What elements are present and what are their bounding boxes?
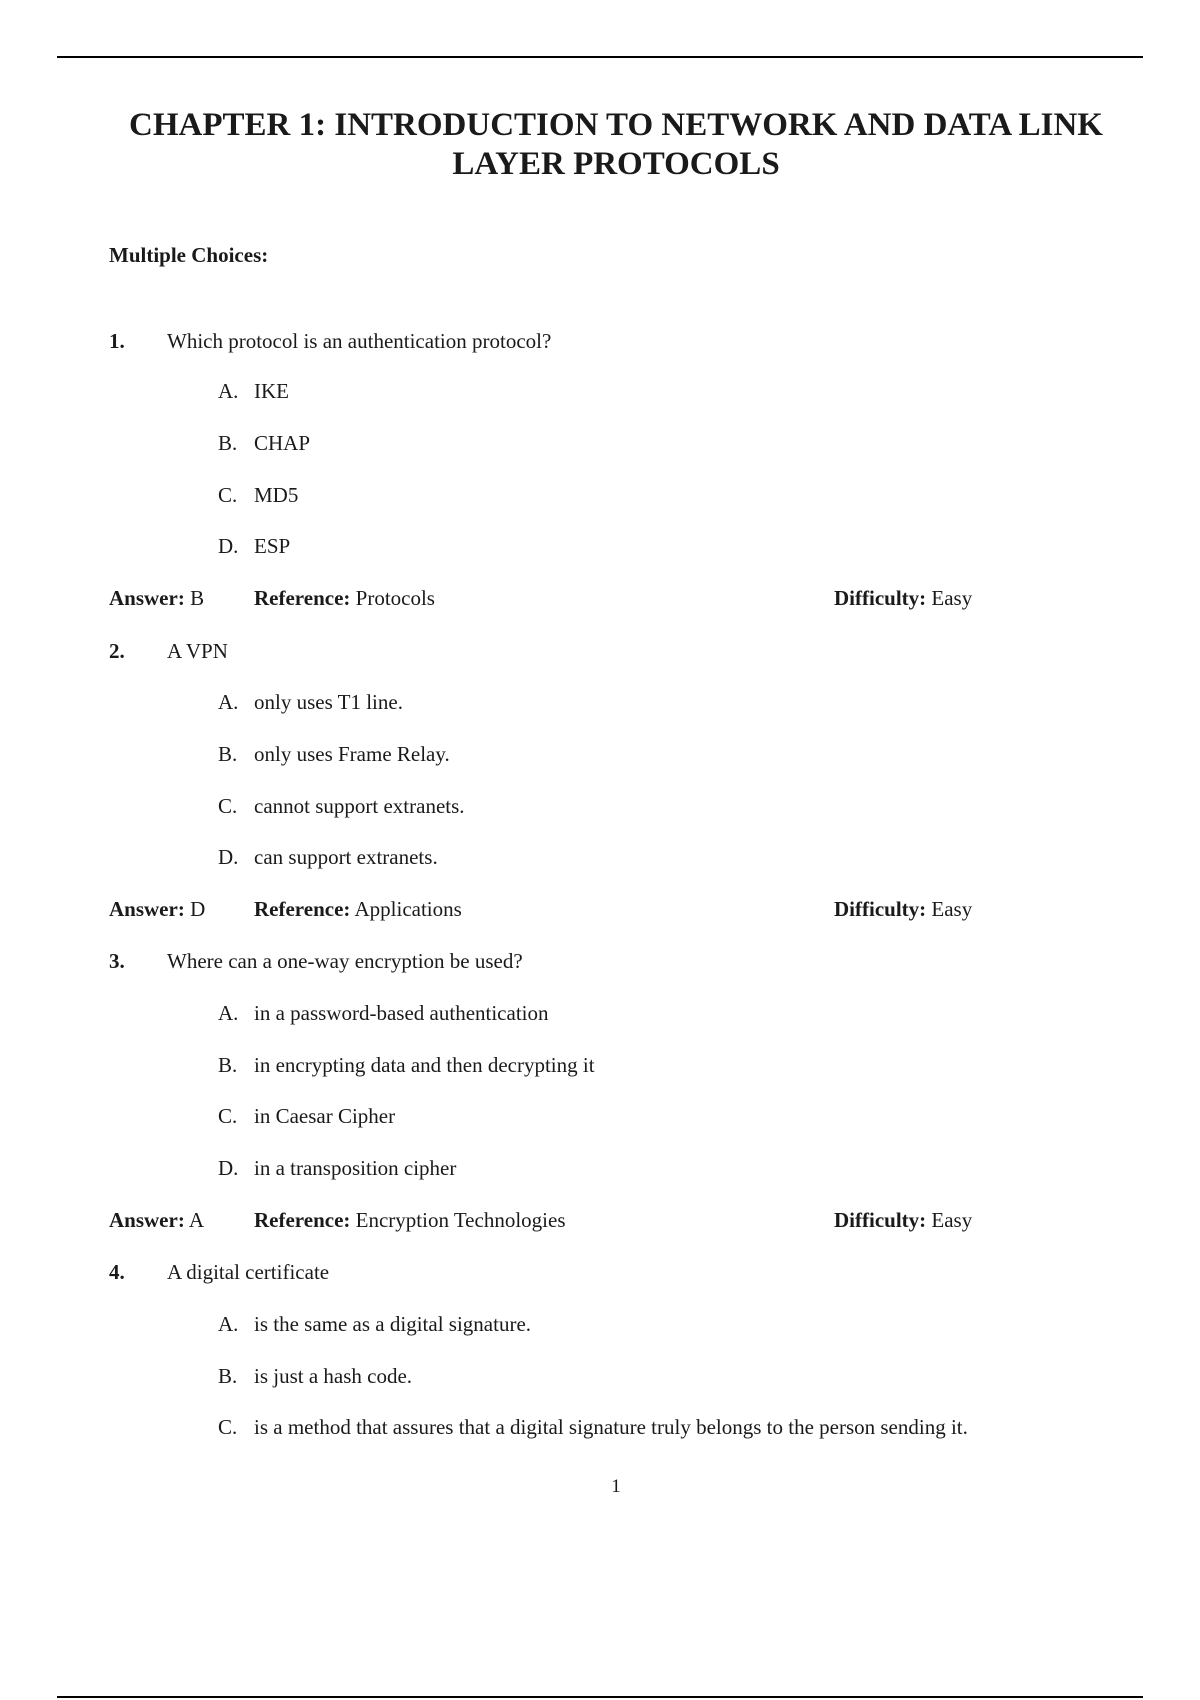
option-text: is just a hash code. xyxy=(254,1364,413,1388)
answer-line xyxy=(109,1207,204,1233)
option-letter: C. xyxy=(218,794,238,818)
option-letter: B. xyxy=(218,742,238,766)
answer-label: Answer: xyxy=(109,1208,185,1232)
difficulty-label: Difficulty: xyxy=(834,897,927,921)
option-text: in a password-based authentication xyxy=(254,1001,549,1025)
difficulty-value: Easy xyxy=(931,1208,973,1232)
difficulty-label: Difficulty: xyxy=(834,586,927,610)
difficulty-value: Easy xyxy=(931,586,973,610)
option-letter: B. xyxy=(218,1364,238,1388)
answer-label: Answer: xyxy=(109,586,185,610)
option-text: CHAP xyxy=(254,431,311,455)
difficulty-line xyxy=(834,585,972,611)
option-letter: A. xyxy=(218,1001,239,1025)
question-text: A VPN xyxy=(167,639,228,663)
title-line-1: CHAPTER 1: INTRODUCTION TO NETWORK AND DATA LINK xyxy=(129,107,1103,143)
option-text: only uses Frame Relay. xyxy=(254,742,450,766)
question-text: Which protocol is an authentication protocol? xyxy=(167,329,552,353)
question-number: 1. xyxy=(109,329,125,353)
option-letter: C. xyxy=(218,483,238,507)
option-text: cannot support extranets. xyxy=(254,794,465,818)
answer-value: B xyxy=(190,586,205,610)
question-text: Where can a one-way encryption be used? xyxy=(167,949,523,973)
answer-value: D xyxy=(190,897,206,921)
reference-value: Applications xyxy=(354,897,462,921)
option-letter: D. xyxy=(218,534,239,558)
answer-value: A xyxy=(188,1208,205,1232)
answer-label: Answer: xyxy=(109,897,185,921)
option-text: in a transposition cipher xyxy=(254,1156,457,1180)
option-letter: B. xyxy=(218,431,238,455)
option-text: ESP xyxy=(254,534,291,558)
question-text: A digital certificate xyxy=(167,1260,330,1284)
bottom-rule xyxy=(57,1696,1143,1698)
answer-line xyxy=(109,585,204,611)
option-letter: C. xyxy=(218,1415,238,1439)
difficulty-value: Easy xyxy=(931,897,973,921)
reference-line xyxy=(254,585,435,611)
question-number: 4. xyxy=(109,1260,125,1284)
reference-label: Reference: xyxy=(254,897,351,921)
section-heading: Multiple Choices: xyxy=(109,243,269,267)
option-text: in Caesar Cipher xyxy=(254,1104,396,1128)
option-text: only uses T1 line. xyxy=(254,690,403,714)
option-letter: D. xyxy=(218,1156,239,1180)
question-number: 3. xyxy=(109,949,125,973)
page-title xyxy=(100,106,1132,184)
reference-label: Reference: xyxy=(254,586,351,610)
option-letter: B. xyxy=(218,1053,238,1077)
option-letter: A. xyxy=(218,379,239,403)
difficulty-label: Difficulty: xyxy=(834,1208,927,1232)
reference-line xyxy=(254,896,462,922)
page-number: 1 xyxy=(611,1476,621,1497)
reference-line xyxy=(254,1207,566,1233)
answer-line xyxy=(109,896,205,922)
difficulty-line xyxy=(834,1207,972,1233)
option-text: MD5 xyxy=(254,483,299,507)
option-text: IKE xyxy=(254,379,289,403)
option-letter: C. xyxy=(218,1104,238,1128)
option-text: in encrypting data and then decrypting it xyxy=(254,1053,595,1077)
difficulty-line xyxy=(834,896,972,922)
option-letter: A. xyxy=(218,690,239,714)
option-text: is the same as a digital signature. xyxy=(254,1312,532,1336)
top-rule xyxy=(57,56,1143,58)
option-text: is a method that assures that a digital signature truly belongs to the person sending it. xyxy=(254,1415,968,1439)
reference-label: Reference: xyxy=(254,1208,351,1232)
question-number: 2. xyxy=(109,639,125,663)
title-line-2: LAYER PROTOCOLS xyxy=(452,146,780,182)
option-text: can support extranets. xyxy=(254,845,438,869)
option-letter: A. xyxy=(218,1312,239,1336)
option-letter: D. xyxy=(218,845,239,869)
reference-value: Protocols xyxy=(355,586,435,610)
reference-value: Encryption Technologies xyxy=(355,1208,566,1232)
